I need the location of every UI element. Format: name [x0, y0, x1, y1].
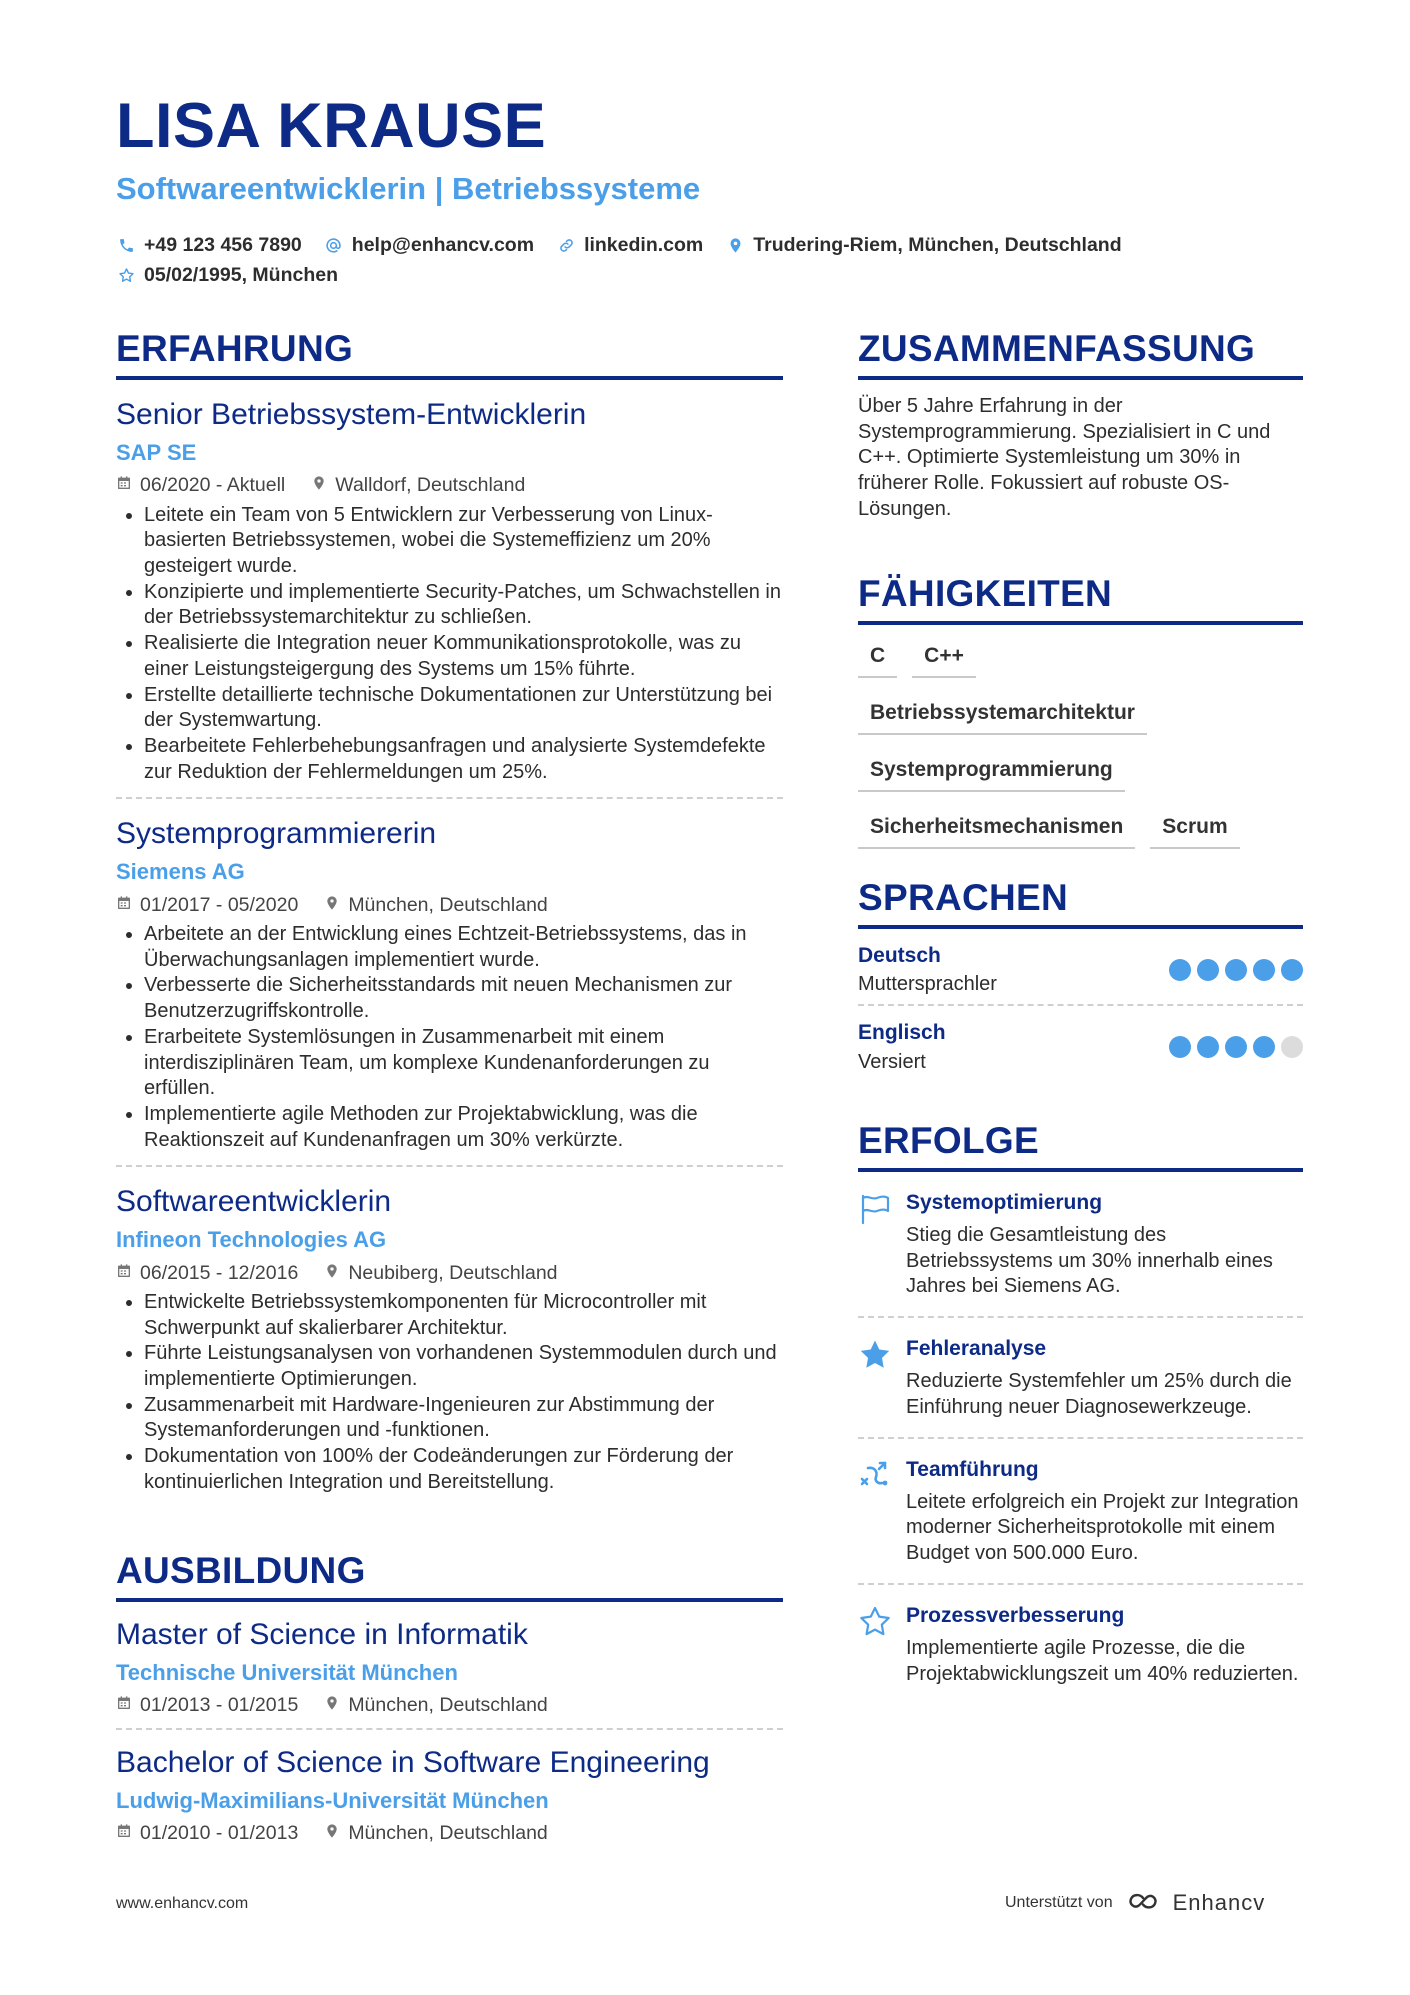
company-name[interactable]: Infineon Technologies AG: [116, 1227, 387, 1253]
location-pin-icon: [324, 1263, 348, 1284]
bullet-item: • Verbesserte die Sicherheitsstandards mit neuen Mechanismen zur Benutzerzugriffskontrolle.: [144, 973, 783, 1024]
bullet-item: • Leitete ein Team von 5 Entwicklern zur Verbesserung von Linux-basierten Betriebssystemen, wobei die Systemeffizienz um 20% gesteigert wurde.: [144, 503, 783, 580]
footer-branding: [1005, 1890, 1265, 1916]
calendar-icon: [116, 1263, 140, 1284]
location-text: München, Deutschland: [348, 1822, 548, 1845]
location-pin-icon: [324, 1823, 348, 1844]
job-title: Senior Betriebssystem-Entwicklerin: [116, 398, 587, 431]
job-location: [324, 1695, 547, 1716]
language-name: Englisch: [858, 1021, 946, 1045]
language-rating: [1163, 1036, 1303, 1058]
phone-text: +49 123 456 7890: [144, 233, 302, 256]
skill-tag: Scrum: [1150, 808, 1239, 849]
calendar-icon: [116, 895, 140, 916]
skill-tag: C++: [912, 637, 976, 678]
bullet-list: [116, 1290, 783, 1496]
job-location: [324, 1823, 547, 1844]
rating-dot: [1281, 1036, 1303, 1058]
skill-row: [858, 637, 1303, 678]
calendar-icon: [116, 475, 140, 496]
bullet-item: • Erstellte detaillierte technische Dokumentationen zur Unterstützung bei der Systemwartung.: [144, 683, 783, 734]
skill-tag: C: [858, 637, 897, 678]
bullet-item: • Erarbeitete Systemlösungen in Zusammenarbeit mit einem interdisziplinären Team, um komplexe Kundenanforderungen zu erfüllen.: [144, 1025, 783, 1102]
bullet-item: • Implementierte agile Methoden zur Projektabwicklung, was die Reaktionszeit auf Kundenanfragen um 30% verkürzte.: [144, 1102, 783, 1153]
bullet-item: • Entwickelte Betriebssystemkomponenten für Microcontroller mit Schwerpunkt auf skalierbarer Architektur.: [144, 1290, 783, 1341]
education-list: [116, 1602, 783, 1857]
calendar-icon: [116, 1823, 140, 1844]
linkedin-text: linkedin.com: [584, 233, 704, 256]
rating-dot: [1197, 959, 1219, 981]
bullet-item: • Zusammenarbeit mit Hardware-Ingenieuren zur Abstimmung der Systemanforderungen und -funktionen.: [144, 1393, 783, 1444]
meta-row: [116, 1823, 783, 1844]
achievement-title: Prozessverbesserung: [906, 1603, 1125, 1627]
achievement-item: [858, 1318, 1303, 1439]
achievement-text: Stieg die Gesamtleistung des Betriebssystems um 30% innerhalb eines Jahres bei Siemens AG.: [906, 1223, 1273, 1298]
degree-title: Master of Science in Informatik: [116, 1617, 528, 1651]
footer-website[interactable]: www.enhancv.com: [116, 1895, 249, 1912]
location-pin-icon: [324, 895, 348, 916]
job-title: Systemprogrammiererin: [116, 817, 437, 851]
contact-email[interactable]: [324, 234, 534, 257]
achievement-title: Teamführung: [906, 1457, 1039, 1481]
experience-list: [116, 380, 783, 1508]
rating-dot: [1253, 1036, 1275, 1058]
left-column: [116, 330, 783, 1857]
rating-dot: [1197, 1036, 1219, 1058]
date-text: 01/2017 - 05/2020: [140, 893, 299, 916]
phone-icon: [116, 235, 136, 255]
skill-row: [858, 694, 1303, 735]
skill-tag: Betriebssystemarchitektur: [858, 694, 1147, 735]
enhancv-logo-icon: [1123, 1890, 1167, 1916]
language-item: [858, 1004, 1303, 1081]
summary-heading: ZUSAMMENFASSUNG: [858, 330, 1303, 380]
rating-dot: [1225, 959, 1247, 981]
rating-dot: [1169, 1036, 1191, 1058]
calendar-icon: [116, 1695, 140, 1716]
brand-name: Enhancv: [1172, 1890, 1266, 1915]
birth-text: 05/02/1995, München: [144, 263, 339, 286]
bullet-item: • Realisierte die Integration neuer Kommunikationsprotokolle, was zu einer Leistungsteigergung des Systems um 15% führte.: [144, 631, 783, 682]
star-icon: [858, 1336, 906, 1421]
summary-text: Über 5 Jahre Erfahrung in der Systemprogrammierung. Spezialisiert in C und C++. Optimierte Systemleistung um 30% in früherer Rolle. Fokussiert auf robuste OS-Lösungen.: [858, 395, 1271, 520]
company-name[interactable]: Siemens AG: [116, 859, 245, 885]
bullet-item: • Arbeitete an der Entwicklung eines Echtzeit-Betriebssystems, das in Überwachungsanlagen implementiert wurde.: [144, 922, 783, 973]
meta-row: [116, 1263, 783, 1284]
school-name[interactable]: Ludwig-Maximilians-Universität München: [116, 1788, 549, 1814]
achievement-text: Implementierte agile Prozesse, die die Projektabwicklungszeit um 40% reduzierten.: [906, 1637, 1299, 1685]
location-text: Trudering-Riem, München, Deutschland: [753, 233, 1122, 256]
skills-list: [858, 637, 1303, 850]
experience-heading: ERFAHRUNG: [116, 330, 783, 380]
achievement-title: Systemoptimierung: [906, 1190, 1103, 1214]
bullet-list: [116, 503, 783, 786]
flag-icon: [858, 1190, 906, 1300]
bullet-item: • Führte Leistungsanalysen von vorhandenen Systemmodulen durch und implementierte Optimierungen.: [144, 1341, 783, 1392]
language-name: Deutsch: [858, 944, 941, 968]
language-level: Versiert: [858, 1050, 926, 1073]
meta-row: [116, 895, 783, 916]
degree-title: Bachelor of Science in Software Engineering: [116, 1746, 710, 1780]
date-text: 06/2020 - Aktuell: [140, 474, 286, 497]
rating-dot: [1225, 1036, 1247, 1058]
job-location: [324, 1263, 557, 1284]
date-text: 06/2015 - 12/2016: [140, 1261, 299, 1284]
date-range: [116, 475, 285, 496]
education-heading: AUSBILDUNG: [116, 1552, 783, 1602]
date-range: [116, 1823, 298, 1844]
contact-info: [116, 230, 1316, 290]
achievement-item: [858, 1172, 1303, 1318]
achievement-text: Reduzierte Systemfehler um 25% durch die Einführung neuer Diagnosewerkzeuge.: [906, 1370, 1292, 1418]
skill-tag: Sicherheitsmechanismen: [858, 808, 1135, 849]
candidate-name: LISA KRAUSE: [116, 91, 547, 161]
achievements-heading: ERFOLGE: [858, 1122, 1303, 1172]
skill-tag: Systemprogrammierung: [858, 751, 1125, 792]
bullet-item: • Konzipierte und implementierte Security-Patches, um Schwachstellen in der Betriebssystemarchitektur zu schließen.: [144, 580, 783, 631]
date-text: 01/2013 - 01/2015: [140, 1693, 299, 1716]
powered-by-text: Unterstützt von: [1005, 1894, 1113, 1911]
language-rating: [1163, 959, 1303, 981]
location-text: Walldorf, Deutschland: [335, 474, 526, 497]
strategy-icon: [858, 1457, 906, 1567]
bullet-item: • Dokumentation von 100% der Codeänderungen zur Förderung der kontinuierlichen Integration und Bereitstellung.: [144, 1444, 783, 1495]
contact-linkedin[interactable]: [556, 234, 703, 257]
bullet-item: • Bearbeitete Fehlerbehebungsanfragen und analysierte Systemdefekte zur Reduktion der Fehlermeldungen um 25%.: [144, 734, 783, 785]
date-range: [116, 1263, 298, 1284]
job-location: [311, 475, 525, 496]
date-range: [116, 1695, 298, 1716]
at-icon: [324, 235, 344, 255]
achievements-list: [858, 1172, 1303, 1704]
languages-list: [858, 929, 1303, 1081]
skill-row: [858, 808, 1303, 849]
education-entry: [116, 1602, 783, 1731]
right-column: [858, 330, 1303, 1703]
rating-dot: [1169, 959, 1191, 981]
experience-entry: [116, 1167, 783, 1507]
language-level: Muttersprachler: [858, 973, 997, 996]
location-pin-icon: [311, 475, 335, 496]
contact-phone[interactable]: [116, 234, 302, 257]
education-entry: [116, 1730, 783, 1857]
location-text: München, Deutschland: [348, 1693, 548, 1716]
skills-heading: FÄHIGKEITEN: [858, 575, 1303, 625]
contact-location: [725, 234, 1121, 257]
experience-entry: [116, 380, 783, 799]
job-title: Softwareentwicklerin: [116, 1185, 392, 1219]
star-outline-icon: [858, 1603, 906, 1688]
achievement-title: Fehleranalyse: [906, 1336, 1047, 1360]
date-range: [116, 895, 298, 916]
meta-row: [116, 475, 783, 496]
language-item: [858, 929, 1303, 1004]
location-pin-icon: [725, 235, 745, 255]
bullet-list: [116, 922, 783, 1153]
email-text: help@enhancv.com: [351, 233, 535, 256]
achievement-item: [858, 1585, 1303, 1704]
school-name[interactable]: Technische Universität München: [116, 1659, 458, 1685]
location-pin-icon: [324, 1695, 348, 1716]
skill-row: [858, 751, 1303, 792]
meta-row: [116, 1695, 783, 1716]
star-outline-icon: [116, 265, 136, 285]
location-text: Neubiberg, Deutschland: [348, 1261, 558, 1284]
achievement-item: [858, 1439, 1303, 1585]
candidate-headline: Softwareentwicklerin | Betriebssysteme: [116, 171, 701, 206]
rating-dot: [1253, 959, 1275, 981]
job-location: [324, 895, 547, 916]
link-icon: [556, 235, 576, 255]
rating-dot: [1281, 959, 1303, 981]
company-name[interactable]: SAP SE: [116, 440, 197, 465]
experience-entry: [116, 799, 783, 1167]
achievement-text: Leitete erfolgreich ein Projekt zur Integration moderner Sicherheitsprotokolle mit einem Budget von 500.000 Euro.: [906, 1490, 1299, 1565]
contact-birth: [116, 264, 338, 287]
location-text: München, Deutschland: [348, 893, 548, 916]
languages-heading: SPRACHEN: [858, 879, 1303, 929]
date-text: 01/2010 - 01/2013: [140, 1822, 299, 1845]
